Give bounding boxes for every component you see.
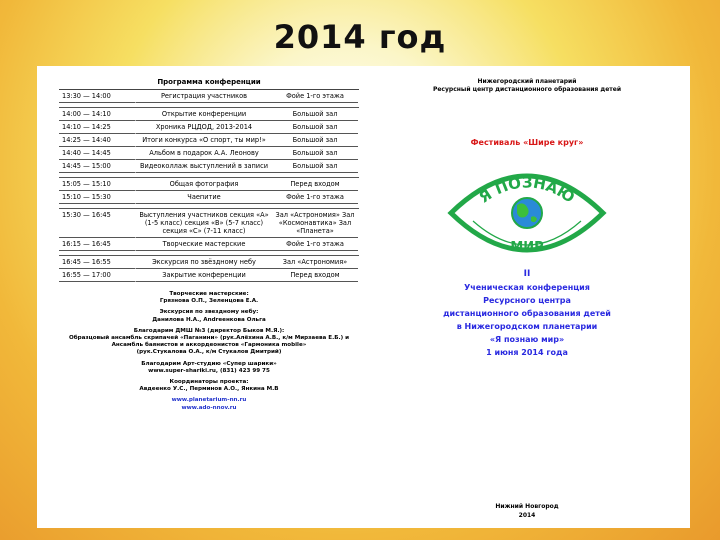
row-place: Большой зал xyxy=(272,160,358,173)
cover-column xyxy=(377,78,677,519)
credits-section xyxy=(59,291,359,412)
row-time: 15:05 — 15:10 xyxy=(59,178,135,191)
document-page xyxy=(37,66,690,528)
table-row xyxy=(59,121,359,134)
row-time: 16:45 — 16:55 xyxy=(59,256,135,269)
program-table xyxy=(59,89,359,282)
organizer-line: Нижегородский планетарий xyxy=(477,78,577,85)
row-time: 15:10 — 15:30 xyxy=(59,191,135,204)
table-row xyxy=(59,160,359,173)
row-time: 13:30 — 14:00 xyxy=(59,90,135,103)
thanks-school-line: (рук.Стукалова О.А., к/м Стукалов Дмитрий) xyxy=(136,349,282,356)
thanks-school-title: Благодарим ДМШ №3 (директор Быков М.Я.): xyxy=(133,327,285,334)
row-event: Хроника РЦДОД, 2013-2014 xyxy=(135,121,272,134)
festival-title: Фестиваль «Шире круг» xyxy=(470,138,584,147)
workshops-people: Грязнова О.П., Зеленцова Е.А. xyxy=(159,298,259,305)
conference-line: дистанционного образования детей xyxy=(443,309,611,318)
table-row xyxy=(59,238,359,251)
row-place: Перед входом xyxy=(272,269,358,282)
row-event: Творческие мастерские xyxy=(135,238,272,251)
table-row xyxy=(59,90,359,103)
row-event: Регистрация участников xyxy=(135,90,272,103)
row-time: 14:25 — 14:40 xyxy=(59,134,135,147)
thanks-school-line: Образцовый ансамбль скрипачей «Паганини» (рук.Алёхина А.В., к/м Мирзаева Е.Б.) и xyxy=(68,335,350,342)
row-place: Фойе 1-го этажа xyxy=(272,90,358,103)
excursion-title: Экскурсия по звездному небу: xyxy=(159,309,259,316)
row-place: Большой зал xyxy=(272,108,358,121)
row-time: 15:30 — 16:45 xyxy=(59,209,135,238)
program-column xyxy=(59,78,359,416)
table-row xyxy=(59,147,359,160)
planetarium-link[interactable]: www.planetarium-nn.ru xyxy=(171,397,247,404)
year: 2014 xyxy=(518,512,536,519)
logo-text-bottom: МИР xyxy=(510,240,544,255)
conference-line: «Я познаю мир» xyxy=(489,335,565,344)
thanks-studio-title: Благодарим Арт-студию «Супер шарики» xyxy=(141,360,277,367)
excursion-people: Данилова Н.А., Аndreенкова Ольга xyxy=(152,316,266,323)
table-row xyxy=(59,191,359,204)
row-event: Закрытие конференции xyxy=(135,269,272,282)
row-event: Общая фотография xyxy=(135,178,272,191)
eye-logo-icon xyxy=(447,161,607,261)
row-event: Чаепитие xyxy=(135,191,272,204)
row-time: 14:45 — 15:00 xyxy=(59,160,135,173)
row-place: Зал «Астрономия» xyxy=(272,256,358,269)
table-row xyxy=(59,178,359,191)
row-time: 16:55 — 17:00 xyxy=(59,269,135,282)
table-row xyxy=(59,134,359,147)
row-time: 14:40 — 14:45 xyxy=(59,147,135,160)
row-place: Фойе 1-го этажа xyxy=(272,191,358,204)
row-place: Зал «Астрономия» Зал «Космонавтика» Зал «Планета» xyxy=(272,209,358,238)
table-row xyxy=(59,209,359,238)
thanks-school-line: Ансамбль баянистов и аккордеонистов «Гармоника mobile» xyxy=(111,342,307,349)
row-place: Большой зал xyxy=(272,121,358,134)
table-row xyxy=(59,256,359,269)
conference-number: II xyxy=(523,269,531,279)
program-title: Программа конференции xyxy=(157,78,261,86)
row-time: 14:00 — 14:10 xyxy=(59,108,135,121)
row-event: Экскурсия по звёздному небу xyxy=(135,256,272,269)
conference-line: в Нижегородском планетарии xyxy=(456,322,598,331)
organizer-line: Ресурсный центр дистанционного образования детей xyxy=(432,86,622,93)
coordinators-title: Координаторы проекта: xyxy=(169,379,249,386)
coordinators-people: Авдеенко У.С., Перминов А.О., Янкина М.В xyxy=(139,386,279,393)
row-event: Видеоколлаж выступлений в записи xyxy=(135,160,272,173)
conference-date: 1 июня 2014 года xyxy=(486,348,568,357)
row-place: Перед входом xyxy=(272,178,358,191)
row-event: Выступления участников секция «А» (1-5 класс) секция «В» (5-7 класс) секция «С» (7-11 класс) xyxy=(135,209,272,238)
conference-line: Ресурсного центра xyxy=(483,296,571,305)
row-place: Большой зал xyxy=(272,147,358,160)
workshops-title: Творческие мастерские: xyxy=(169,291,249,297)
row-place: Фойе 1-го этажа xyxy=(272,238,358,251)
row-time: 14:10 — 14:25 xyxy=(59,121,135,134)
slide-title: 2014 год xyxy=(273,18,447,56)
row-place: Большой зал xyxy=(272,134,358,147)
row-event: Открытие конференции xyxy=(135,108,272,121)
city: Нижний Новгород xyxy=(495,503,559,510)
table-row xyxy=(59,108,359,121)
row-event: Альбом в подарок А.А. Леонову xyxy=(135,147,272,160)
thanks-studio-contact: www.super-shariki.ru, (831) 423 99 75 xyxy=(148,367,270,374)
conference-line: Ученическая конференция xyxy=(464,283,590,292)
ado-link[interactable]: www.ado-nnov.ru xyxy=(181,404,237,411)
row-event: Итоги конкурса «О спорт, ты мир!» xyxy=(135,134,272,147)
conference-title xyxy=(377,281,677,359)
logo-text-top: Я ПОЗНАЮ xyxy=(475,173,578,207)
table-row xyxy=(59,269,359,282)
row-time: 16:15 — 16:45 xyxy=(59,238,135,251)
cover-footer xyxy=(377,502,677,520)
